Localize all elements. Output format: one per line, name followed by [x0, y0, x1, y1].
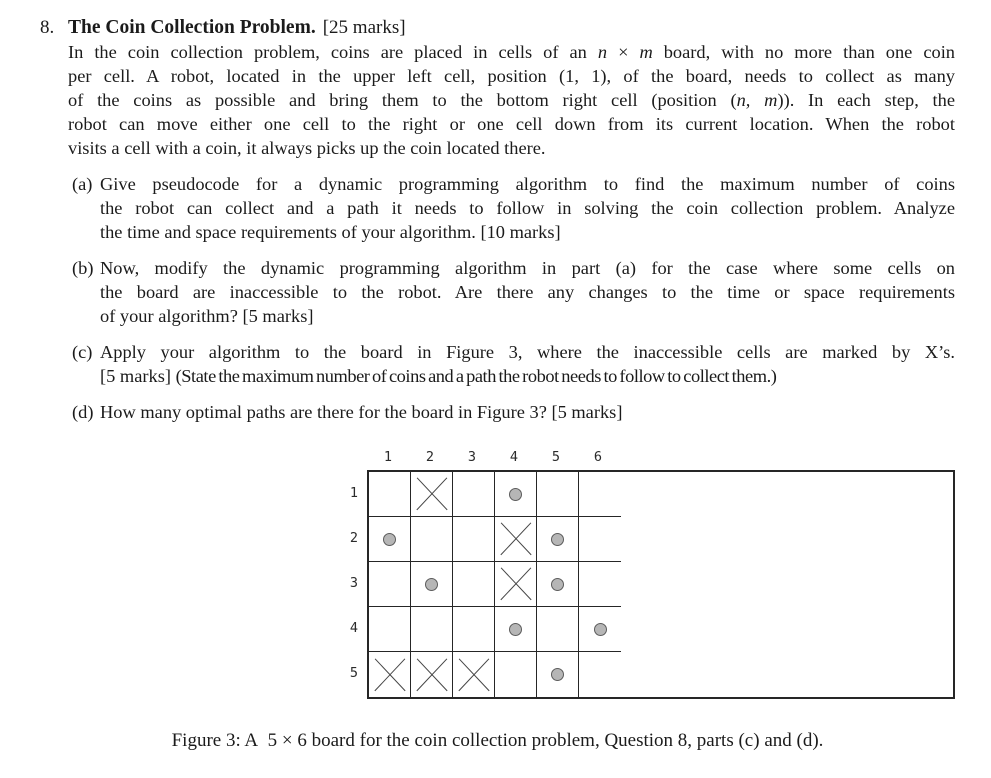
- text-line: [68, 112, 955, 136]
- text-segment: )). In each step, the: [777, 90, 956, 110]
- board-cell: [537, 607, 579, 652]
- text-line: [100, 172, 955, 196]
- x-mark: [501, 568, 531, 600]
- board-cell: [453, 652, 495, 697]
- board-cell: [453, 517, 495, 562]
- text-line: [100, 364, 955, 388]
- row-label: 3: [349, 574, 358, 591]
- part-b: [72, 256, 955, 328]
- part-d: [72, 400, 955, 424]
- part-b-text: [100, 256, 955, 328]
- problem-header: [40, 16, 955, 40]
- text-line: [68, 88, 955, 112]
- part-b-label: (b): [72, 258, 94, 278]
- board-cell: [495, 607, 537, 652]
- board-cell: [369, 517, 411, 562]
- text-line: [100, 280, 955, 304]
- text-segment: n, m: [736, 90, 778, 110]
- text-segment: How many optimal paths are there for the board in Figure 3? [5 marks]: [100, 402, 623, 422]
- text-segment: (State the maximum number of coins and a path the robot needs to follow to collect them.): [175, 366, 777, 386]
- board-cell: [453, 562, 495, 607]
- part-a-label: (a): [72, 174, 93, 194]
- text-line: [68, 40, 955, 64]
- part-c: [72, 340, 955, 388]
- text-segment: the time and space requirements of your algorithm. [10 marks]: [100, 222, 561, 242]
- board-figure: [341, 448, 955, 699]
- board-row-labels: [341, 470, 367, 699]
- part-d-label: (d): [72, 402, 94, 422]
- text-segment: visits a cell with a coin, it always picks up the coin located there.: [68, 138, 546, 158]
- board-cell: [495, 562, 537, 607]
- board-cell: [369, 607, 411, 652]
- text-segment: Give pseudocode for a dynamic programming algorithm to find the maximum number of coins: [100, 174, 955, 194]
- text-segment: the board are inaccessible to the robot. Are there any changes to the time or space requirements: [100, 282, 955, 302]
- text-line: [100, 256, 955, 280]
- coin: [551, 578, 564, 591]
- text-segment: board, with no more than one coin: [652, 42, 955, 62]
- board-cell: [411, 607, 453, 652]
- x-mark: [417, 659, 447, 691]
- column-label: 6: [593, 449, 603, 465]
- column-label: 3: [467, 449, 477, 465]
- coin: [509, 488, 522, 501]
- board-column-labels: [367, 448, 955, 470]
- coin: [509, 623, 522, 636]
- text-segment: Apply your algorithm to the board in Figure 3, where the inaccessible cells are marked by X’s.: [100, 342, 955, 362]
- text-segment: Now, modify the dynamic programming algorithm in part (a) for the case where some cells on: [100, 258, 955, 278]
- text-line: [68, 136, 955, 160]
- coin: [551, 533, 564, 546]
- figure-caption: Figure 3: A 5 × 6 board for the coin collection problem, Question 8, parts (c) and (d).: [171, 730, 824, 751]
- text-segment: n: [597, 42, 608, 62]
- board-cell: [411, 562, 453, 607]
- board-cell: [453, 472, 495, 517]
- board-cell: [369, 472, 411, 517]
- board-cell: [537, 517, 579, 562]
- part-c-label: (c): [72, 342, 93, 362]
- text-segment: ×: [607, 42, 640, 62]
- problem-number: 8.: [40, 17, 55, 38]
- figure-corner-spacer: [341, 448, 367, 470]
- board-cell: [411, 517, 453, 562]
- text-line: [100, 304, 955, 328]
- problem-title: The Coin Collection Problem.: [68, 17, 316, 38]
- x-mark: [501, 523, 531, 555]
- board-cell: [537, 652, 579, 697]
- board-cell: [495, 517, 537, 562]
- part-a-text: [100, 172, 955, 244]
- board-cell: [537, 472, 579, 517]
- row-label: 5: [349, 664, 358, 681]
- board-cell: [495, 472, 537, 517]
- column-label: 5: [551, 449, 561, 465]
- board-cell: [453, 607, 495, 652]
- column-label: 1: [383, 449, 393, 465]
- coin: [425, 578, 438, 591]
- coin: [383, 533, 396, 546]
- coin: [594, 623, 607, 636]
- problem-intro: [68, 40, 955, 160]
- part-d-text: [100, 400, 955, 424]
- row-label: 1: [349, 484, 358, 501]
- text-line: [100, 220, 955, 244]
- part-a: [72, 172, 955, 244]
- row-label: 2: [349, 529, 358, 546]
- board-cell: [495, 652, 537, 697]
- board-cell: [579, 652, 621, 697]
- board-cell: [579, 517, 621, 562]
- row-label: 4: [349, 619, 358, 636]
- text-segment: In the coin collection problem, coins are placed in cells of an: [68, 42, 598, 62]
- board-cell: [411, 652, 453, 697]
- board-cell: [579, 607, 621, 652]
- text-line: [100, 400, 955, 424]
- text-segment: m: [639, 42, 653, 62]
- text-line: [100, 196, 955, 220]
- board-cell: [411, 472, 453, 517]
- board-cell: [579, 562, 621, 607]
- x-mark: [375, 659, 405, 691]
- text-segment: [5 marks]: [100, 366, 176, 386]
- x-mark: [417, 478, 447, 510]
- board-cell: [537, 562, 579, 607]
- board-cell: [369, 652, 411, 697]
- text-segment: per cell. A robot, located in the upper left cell, position (1, 1), of the board, needs to collect as many: [68, 66, 955, 86]
- text-segment: of the coins as possible and bring them to the bottom right cell (position (: [68, 90, 737, 110]
- column-label: 2: [425, 449, 435, 465]
- column-label: 4: [509, 449, 519, 465]
- board-cell: [579, 472, 621, 517]
- text-segment: robot can move either one cell to the right or one cell down from its current location. When the robot: [68, 114, 955, 134]
- coin: [551, 668, 564, 681]
- problem-marks: [25 marks]: [322, 17, 406, 38]
- coin-board-grid: [367, 470, 955, 699]
- text-segment: the robot can collect and a path it needs to follow in solving the coin collection problem. Analyze: [100, 198, 955, 218]
- board-cell: [369, 562, 411, 607]
- figure-3: [40, 448, 955, 699]
- text-line: [68, 64, 955, 88]
- x-mark: [459, 659, 489, 691]
- text-line: [100, 340, 955, 364]
- text-segment: of your algorithm? [5 marks]: [100, 306, 314, 326]
- part-c-text: [100, 340, 955, 388]
